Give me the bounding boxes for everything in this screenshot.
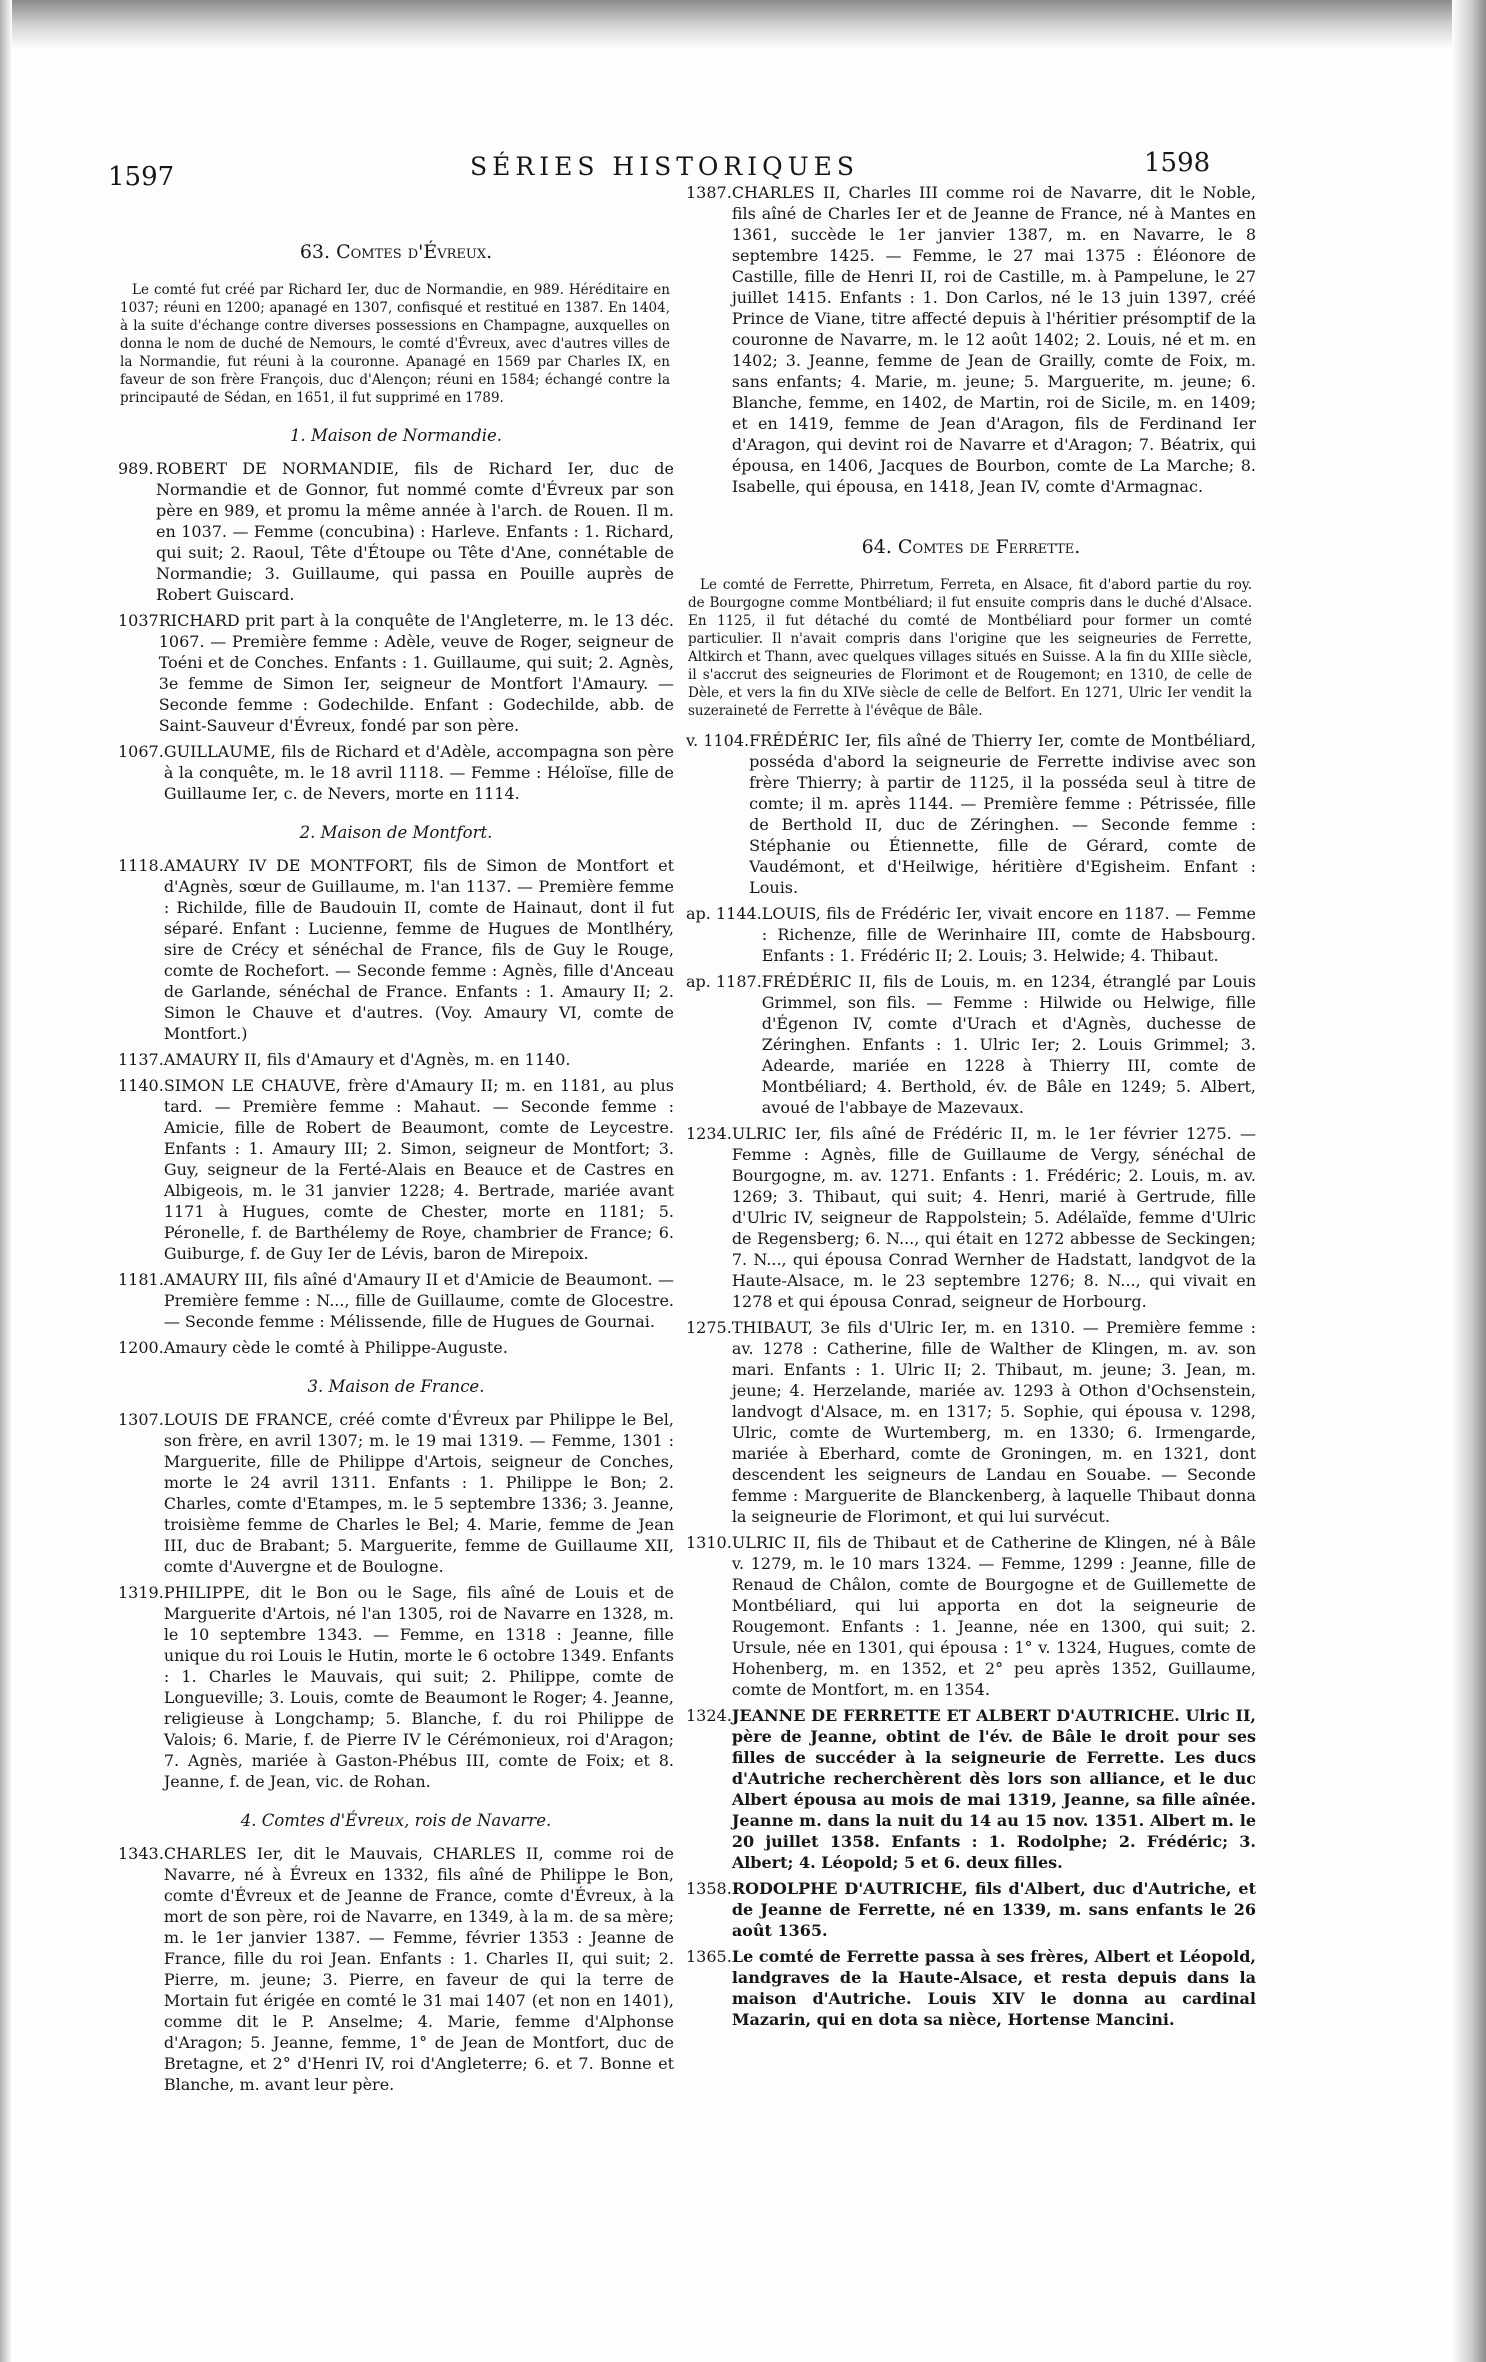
house-title: 4. Comtes d'Évreux, rois de Navarre. bbox=[240, 1811, 552, 1830]
entry-year: 1310. bbox=[686, 1533, 732, 1552]
entry-year: 1140. bbox=[118, 1076, 164, 1095]
entry-text: LOUIS, fils de Frédéric Ier, vivait encore en 1187. — Femme : Richenze, fille de Werinhaire III, comte de Habsbourg. Enfants : 1. Frédéric II; 2. Louis; 3. Helwide; 4. Thibaut. bbox=[761, 904, 1256, 965]
entry bbox=[686, 903, 1256, 966]
section-title-evreux: 63. Comtes d'Évreux. bbox=[299, 241, 493, 263]
entry-text: SIMON LE CHAUVE, frère d'Amaury II; m. en 1181, au plus tard. — Première femme : Mahaut. — Seconde femme : Amicie, fille de Robert de Beaumont, comte de Leycestre. Enfants : 1. Amaury III; 2. Simon, seigneur de Montfort; 3. Guy, seigneur de la Ferté-Alais en Beauce et de Castres en Albigeois, m. le 31 janvier 1228; 4. Bertrade, mariée avant 1171 à Hugues, comte de Chester, morte en 1181; 5. Péronelle, f. de Barthélemy de Roye, chambrier de France; 6. Guiburge, f. de Guy Ier de Lévis, baron de Mirepoix. bbox=[163, 1076, 674, 1263]
entry bbox=[118, 855, 674, 1044]
entry-year: 1358. bbox=[686, 1879, 732, 1898]
entry bbox=[118, 458, 674, 605]
section-title-ferrette: 64. Comtes de Ferrette. bbox=[861, 536, 1081, 558]
entry-year: 1067. bbox=[118, 742, 164, 761]
entry bbox=[686, 1123, 1256, 1312]
entry bbox=[686, 1317, 1256, 1527]
entry-year: 1118. bbox=[118, 856, 164, 875]
entry bbox=[118, 1582, 674, 1792]
entry-text: ULRIC Ier, fils aîné de Frédéric II, m. le 1er février 1275. — Femme : Agnès, fille de Guillaume de Vergy, sénéchal de Bourgogne, m. av. 1271. Enfants : 1. Frédéric; 2. Louis, m. av. 1269; 3. Thibaut, qui suit; 4. Henri, marié à Gertrude, fille d'Ulric IV, seigneur de Rappolstein; 5. Adélaïde, femme d'Ulric de Regensberg; 6. N..., qui était en 1272 abbesse de Seckingen; 7. N..., qui épousa Conrad Wernher de Hadstatt, landgvot de la Haute-Alsace, m. le 23 septembre 1276; 8. N..., qui vivait en 1278 et qui épousa Conrad, seigneur de Horbourg. bbox=[731, 1124, 1256, 1311]
entry-year: 1387. bbox=[686, 183, 732, 202]
entry-text: THIBAUT, 3e fils d'Ulric Ier, m. en 1310. — Première femme : av. 1278 : Catherine, fille de Walther de Klingen, m. av. son mari. Enfants : 1. Ulric II; 2. Thibaut, m. jeune; 3. Jean, m. jeune; 4. Herzelande, mariée av. 1293 à Othon d'Ochsenstein, landvogt d'Alsace, m. en 1317; 5. Sophie, qui épousa v. 1298, Ulric, comte de Wurtemberg, m. en 1330; 6. Irmengarde, mariée à Eberhard, comte de Groningen, m. en 1321, dont descendent les seigneurs de Landau en Souabe. — Seconde femme : Marguerite de Blanckenberg, à laquelle Thibaut donna la seigneurie de Florimont, et qui lui survécut. bbox=[731, 1318, 1256, 1526]
scan-edge-right bbox=[1452, 0, 1486, 2362]
entry-year: 1324. bbox=[686, 1706, 732, 1725]
entry-text: CHARLES Ier, dit le Mauvais, CHARLES II, comme roi de Navarre, né à Évreux en 1332, fils aîné de Philippe le Bon, comte d'Évreux et de Jeanne de France, comte d'Évreux, à la mort de son père, roi de Navarre, en 1349, à la m. de sa mère; m. le 1er janvier 1387. — Femme, février 1353 : Jeanne de France, fille du roi Jean. Enfants : 1. Charles II, qui suit; 2. Pierre, m. jeune; 3. Pierre, en faveur de qui la terre de Mortain fut érigée en comté le 31 mai 1407 (et non en 1401), comme dit le P. Anselme; 4. Marie, femme d'Alphonse d'Aragon; 5. Jeanne, femme, 1° de Jean de Montfort, duc de Bretagne, et 2° d'Henri IV, roi d'Angleterre; 6. et 7. Bonne et Blanche, m. avant leur père. bbox=[163, 1844, 674, 2094]
entry bbox=[118, 1409, 674, 1577]
house-title: 1. Maison de Normandie. bbox=[289, 426, 503, 445]
entry-text: GUILLAUME, fils de Richard et d'Adèle, accompagna son père à la conquête, m. le 18 avril 1118. — Femme : Héloïse, fille de Guillaume Ier, c. de Nevers, morte en 1114. bbox=[163, 742, 674, 803]
entry-year: 1343. bbox=[118, 1844, 164, 1863]
entry bbox=[686, 1705, 1256, 1873]
entry-year: 1234. bbox=[686, 1124, 732, 1143]
entry-text: JEANNE DE FERRETTE ET ALBERT D'AUTRICHE. Ulric II, père de Jeanne, obtint de l'év. de Bâle le droit pour ses filles de succéder à la seigneurie de Ferrette. Les ducs d'Autriche recherchèrent dès lors son alliance, et le duc Albert épousa au mois de mai 1319, Jeanne, sa fille aînée. Jeanne m. dans la nuit du 14 au 15 nov. 1351. Albert m. le 20 juillet 1358. Enfants : 1. Rodolphe; 2. Frédéric; 3. Albert; 4. Léopold; 5 et 6. deux filles. bbox=[731, 1706, 1256, 1872]
entry bbox=[118, 1269, 674, 1332]
entry bbox=[118, 1337, 674, 1358]
entry-year: 1365. bbox=[686, 1947, 732, 1966]
entry bbox=[118, 1843, 674, 2095]
entry bbox=[686, 971, 1256, 1118]
entry bbox=[118, 610, 674, 736]
entry-text: CHARLES II, Charles III comme roi de Navarre, dit le Noble, fils aîné de Charles Ier et de Jeanne de France, né à Mantes en 1361, succède le 1er janvier 1387, m. en Navarre, le 8 septembre 1425. — Femme, le 27 mai 1375 : Éléonore de Castille, fille de Henri II, roi de Castille, m. à Pampelune, le 27 juillet 1415. Enfants : 1. Don Carlos, né le 13 juin 1397, créé Prince de Viane, titre affecté depuis à l'héritier présomptif de la couronne de Navarre, m. le 12 août 1402; 2. Louis, né et m. en 1402; 3. Jeanne, femme de Jean de Grailly, comte de Foix, m. sans enfants; 4. Marie, m. jeune; 5. Marguerite, m. jeune; 6. Blanche, femme, en 1402, de Martin, roi de Sicile, m. en 1409; et en 1419, femme de Jean d'Aragon, fils de Ferdinand Ier d'Aragon, qui devint roi de Navarre et d'Aragon; 7. Béatrix, qui épousa, en 1406, Jacques de Bourbon, comte de La Marche; 8. Isabelle, qui épousa, en 1418, Jean IV, comte d'Armagnac. bbox=[731, 183, 1256, 496]
entry-text: ULRIC II, fils de Thibaut et de Catherine de Klingen, né à Bâle v. 1279, m. le 10 mars 1324. — Femme, 1299 : Jeanne, fille de Renaud de Châlon, comte de Bourgogne et de Guillemette de Montbéliard, qui lui apporta en dot la seigneurie de Rougemont. Enfants : 1. Jeanne, née en 1300, qui suit; 2. Ursule, née en 1301, qui épousa : 1° v. 1324, Hugues, comte de Hohenberg, m. en 1352, et 2° peu après 1352, Guillaume, comte de Montfort, m. en 1354. bbox=[731, 1533, 1256, 1699]
section-intro-evreux: Le comté fut créé par Richard Ier, duc de Normandie, en 989. Héréditaire en 1037; réuni en 1200; apanagé en 1307, confisqué et restitué en 1387. En 1404, à la suite d'échange contre diverses possessions en Champagne, auxquelles on donna le nom de duché de Nemours, le comté d'Évreux, avec d'autres villes de la Normandie, fut réuni à la couronne. Apanagé en 1569 par Charles IX, en faveur de son frère François, duc d'Alençon; réuni en 1584; échangé contre la principauté de Sédan, en 1651, il fut supprimé en 1789. bbox=[120, 282, 670, 406]
entry-text: FRÉDÉRIC II, fils de Louis, m. en 1234, étranglé par Louis Grimmel, son fils. — Femme : Hilwide ou Helwige, fille d'Égenon IV, comte d'Urach et d'Agnès, duchesse de Zéringhen. Enfants : 1. Ulric Ier; 2. Louis Grimmel; 3. Adearde, mariée en 1228 à Thierry III, comte de Montbéliard; 4. Berthold, év. de Bâle en 1249; 5. Albert, avoué de l'abbaye de Mazevaux. bbox=[761, 972, 1256, 1117]
entry-text: ROBERT DE NORMANDIE, fils de Richard Ier, duc de Normandie et de Gonnor, fut nommé comte d'Évreux par son père en 989, et promu la même année à l'arch. de Rouen. Il m. en 1037. — Femme (concubina) : Harleve. Enfants : 1. Richard, qui suit; 2. Raoul, Tête d'Étoupe ou Tête d'Ane, connétable de Normandie; 3. Guillaume, qui passa en Pouille auprès de Robert Guiscard. bbox=[156, 459, 674, 604]
entry bbox=[686, 1532, 1256, 1700]
entry-text: Le comté de Ferrette passa à ses frères, Albert et Léopold, landgraves de la Haute-Alsace, et resta depuis dans la maison d'Autriche. Louis XIV le donna au cardinal Mazarin, qui en dota sa nièce, Hortense Mancini. bbox=[731, 1947, 1256, 2029]
entry-text: LOUIS DE FRANCE, créé comte d'Évreux par Philippe le Bel, son frère, en avril 1307; m. le 19 mai 1319. — Femme, 1301 : Marguerite, fille de Philippe d'Artois, seigneur de Conches, morte le 24 avril 1311. Enfants : 1. Philippe le Bon; 2. Charles, comte d'Etampes, m. le 5 septembre 1336; 3. Jeanne, troisième femme de Charles le Bel; 4. Marie, femme de Jean III, duc de Brabant; 5. Marguerite, femme de Guillaume XII, comte d'Auvergne et de Boulogne. bbox=[163, 1410, 674, 1576]
entry-text: RICHARD prit part à la conquête de l'Angleterre, m. le 13 déc. 1067. — Première femme : Adèle, veuve de Roger, seigneur de Toéni et de Conches. Enfants : 1. Guillaume, qui suit; 2. Agnès, 3e femme de Simon Ier, seigneur de Montfort l'Amaury. — Seconde femme : Godechilde. Enfant : Godechilde, abb. de Saint-Sauveur d'Évreux, fondé par son père. bbox=[158, 611, 674, 735]
page-number-right: 1598 bbox=[1144, 148, 1211, 178]
entry-text: FRÉDÉRIC Ier, fils aîné de Thierry Ier, comte de Montbéliard, posséda d'abord la seigneurie de Ferrette indivise avec son frère Thierry; à partir de 1125, il la posséda seul à titre de comte; il m. après 1144. — Première femme : Pétrissée, fille de Berthold II, duc de Zéringhen. — Seconde femme : Stéphanie ou Étiennette, fille de Gérard, comte de Vaudémont, et d'Heilwige, héritière d'Egisheim. Enfant : Louis. bbox=[749, 731, 1256, 897]
scan-edge-left bbox=[0, 0, 12, 2362]
entry-year: ap. 1187. bbox=[686, 972, 762, 991]
entry-year: 1181. bbox=[118, 1270, 164, 1289]
entry-year: 1307. bbox=[118, 1410, 164, 1429]
entry-text: RODOLPHE D'AUTRICHE, fils d'Albert, duc d'Autriche, et de Jeanne de Ferrette, né en 1339, m. sans enfants le 26 août 1365. bbox=[731, 1879, 1256, 1940]
entry-year: 1200. bbox=[118, 1338, 164, 1357]
running-title: SÉRIES HISTORIQUES bbox=[470, 152, 860, 181]
entry-text: AMAURY IV DE MONTFORT, fils de Simon de Montfort et d'Agnès, sœur de Guillaume, m. l'an 1137. — Première femme : Richilde, fille de Baudouin II, comte de Hainaut, dont il fut séparé. Enfant : Lucienne, femme de Hugues de Montlhéry, sire de Crécy et sénéchal de France, fils de Guy le Rouge, comte de Rochefort. — Seconde femme : Agnès, fille d'Anceau de Garlande, sénéchal de France. Enfants : 1. Amaury II; 2. Simon le Chauve et d'autres. (Voy. Amaury VI, comte de Montfort.) bbox=[163, 856, 674, 1043]
house-title: 2. Maison de Montfort. bbox=[299, 823, 493, 842]
entry-year: 1275. bbox=[686, 1318, 732, 1337]
house-title: 3. Maison de France. bbox=[307, 1377, 485, 1396]
entry-year: 989. bbox=[118, 459, 154, 478]
scan-edge-top bbox=[0, 0, 1486, 48]
entry-year: v. 1104. bbox=[686, 731, 750, 750]
entry bbox=[118, 1049, 674, 1070]
entry bbox=[686, 1878, 1256, 1941]
entry-text: Amaury cède le comté à Philippe-Auguste. bbox=[163, 1338, 508, 1357]
entry bbox=[118, 741, 674, 804]
column-left bbox=[118, 200, 674, 2100]
entry bbox=[686, 730, 1256, 898]
section-intro-ferrette: Le comté de Ferrette, Phirretum, Ferreta, en Alsace, fit d'abord partie du roy. de Bourgogne comme Montbéliard; il fut ensuite compris dans le duché d'Alsace. En 1125, il fut détaché du comté de Montbéliard pour former un comté particulier. Il n'avait compris dans l'origine que les seigneuries de Ferrette, Altkirch et Thann, avec quelques villages situés en Suisse. A la fin du XIIIe siècle, il s'accrut des seigneuries de Florimont et de Rougemont; en 1310, de celle de Dèle, et vers la fin du XIVe siècle de celle de Belfort. En 1271, Ulric Ier vendit la suzeraineté de Ferrette à l'évêque de Bâle. bbox=[688, 577, 1252, 719]
entry bbox=[686, 1946, 1256, 2030]
entry-year: 1037 bbox=[118, 611, 159, 630]
entry bbox=[686, 182, 1256, 497]
entry bbox=[118, 1075, 674, 1264]
entry-text: PHILIPPE, dit le Bon ou le Sage, fils aîné de Louis et de Marguerite d'Artois, né l'an 1305, roi de Navarre en 1328, m. le 10 septembre 1343. — Femme, en 1318 : Jeanne, fille unique du roi Louis le Hutin, morte le 6 octobre 1349. Enfants : 1. Charles le Mauvais, qui suit; 2. Philippe, comte de Longueville; 3. Louis, comte de Beaumont le Roger; 4. Jeanne, religieuse à Longchamp; 5. Blanche, f. du roi Philippe de Valois; 6. Marie, f. de Pierre IV le Cérémonieux, roi d'Aragon; 7. Agnès, mariée à Gaston-Phébus III, comte de Foix; et 8. Jeanne, f. de Jean, vic. de Rohan. bbox=[163, 1583, 674, 1791]
column-right bbox=[686, 182, 1256, 2035]
entry-year: ap. 1144. bbox=[686, 904, 762, 923]
page-number-left: 1597 bbox=[108, 162, 175, 192]
entry-text: AMAURY III, fils aîné d'Amaury II et d'Amicie de Beaumont. — Première femme : N..., fille de Guillaume, comte de Glocestre. — Seconde femme : Mélissende, fille de Hugues de Gournai. bbox=[163, 1270, 674, 1331]
entry-year: 1137. bbox=[118, 1050, 164, 1069]
entry-text: AMAURY II, fils d'Amaury et d'Agnès, m. en 1140. bbox=[163, 1050, 571, 1069]
entry-year: 1319. bbox=[118, 1583, 164, 1602]
